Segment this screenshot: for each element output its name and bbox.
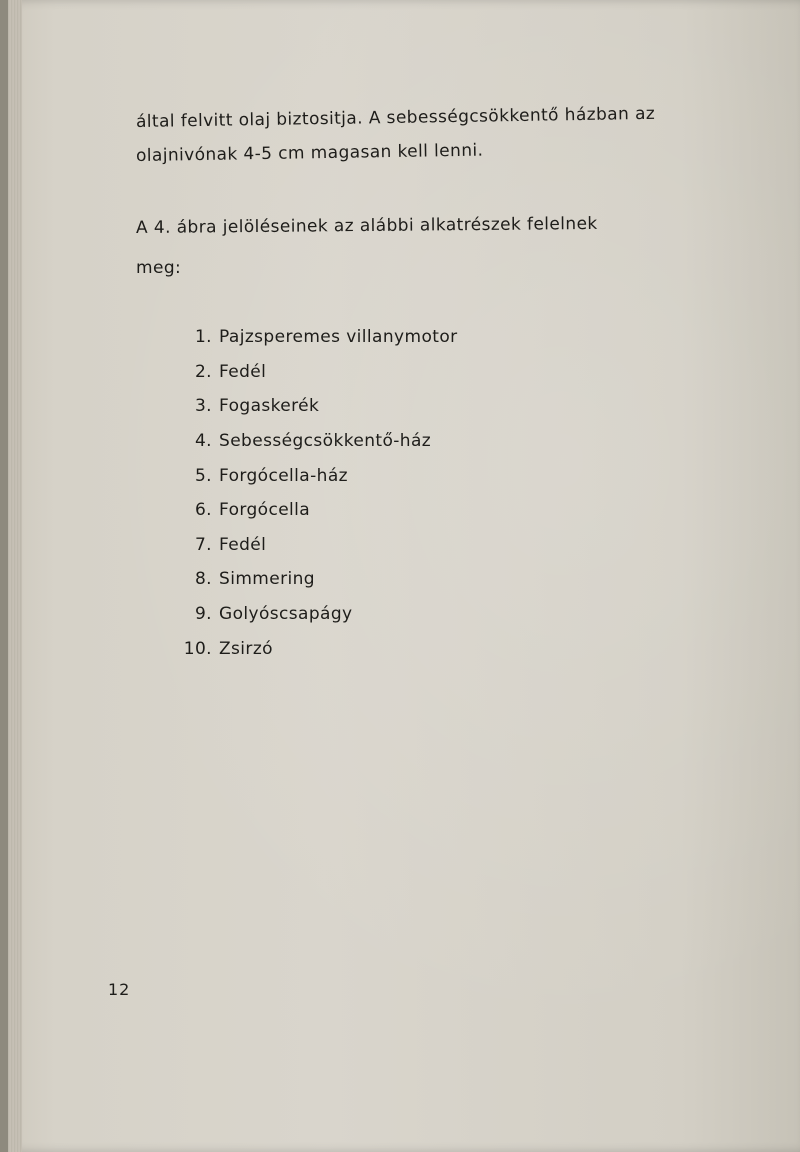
list-item	[178, 389, 458, 424]
list-item-label: Forgócella	[219, 500, 311, 521]
list-item-label: Fedél	[219, 534, 267, 555]
list-item-number: 1.	[194, 327, 212, 348]
list-item-number: 9.	[194, 604, 212, 625]
list-item-number: 5.	[194, 465, 212, 486]
list-item-label: Fedél	[219, 361, 267, 382]
list-item-number: 3.	[194, 396, 212, 417]
list-item	[178, 631, 458, 666]
parts-list	[178, 320, 458, 666]
list-item	[178, 493, 458, 528]
list-item-label: Golyóscsapágy	[219, 604, 353, 625]
list-item-label: Fogaskerék	[219, 396, 320, 417]
list-item-number: 2.	[194, 361, 212, 382]
paragraph-1-line-2: olajnivónak 4-5 cm magasan kell lenni.	[135, 140, 484, 166]
list-item	[178, 320, 458, 355]
book-page	[8, 0, 800, 1152]
list-item-label: Zsirzó	[219, 638, 273, 659]
list-item	[178, 424, 458, 459]
list-item-number: 6.	[194, 500, 212, 521]
list-item-number: 4.	[194, 431, 212, 452]
list-item-label: Sebességcsökkentő-ház	[219, 431, 432, 452]
list-item-number: 8.	[194, 569, 212, 590]
paragraph-2-line-1: A 4. ábra jelöléseinek az alábbi alkatrészek felelnek	[135, 213, 598, 238]
list-item-label: Simmering	[219, 569, 315, 590]
list-item	[178, 562, 458, 597]
paragraph-2-line-2: meg:	[136, 258, 182, 278]
list-item	[178, 528, 458, 563]
paragraph-1-line-1: által felvitt olaj biztositja. A sebességcsökkentő házban az	[135, 103, 656, 132]
list-item-label: Forgócella-ház	[219, 465, 348, 486]
list-item-number: 7.	[194, 534, 212, 555]
list-item-label: Pajzsperemes villanymotor	[219, 327, 458, 348]
list-item	[178, 355, 458, 390]
page-edge-stack	[8, 0, 22, 1152]
page-number: 12	[108, 980, 131, 999]
list-item	[178, 458, 458, 493]
list-item-number: 10.	[183, 638, 212, 659]
list-item	[178, 597, 458, 632]
